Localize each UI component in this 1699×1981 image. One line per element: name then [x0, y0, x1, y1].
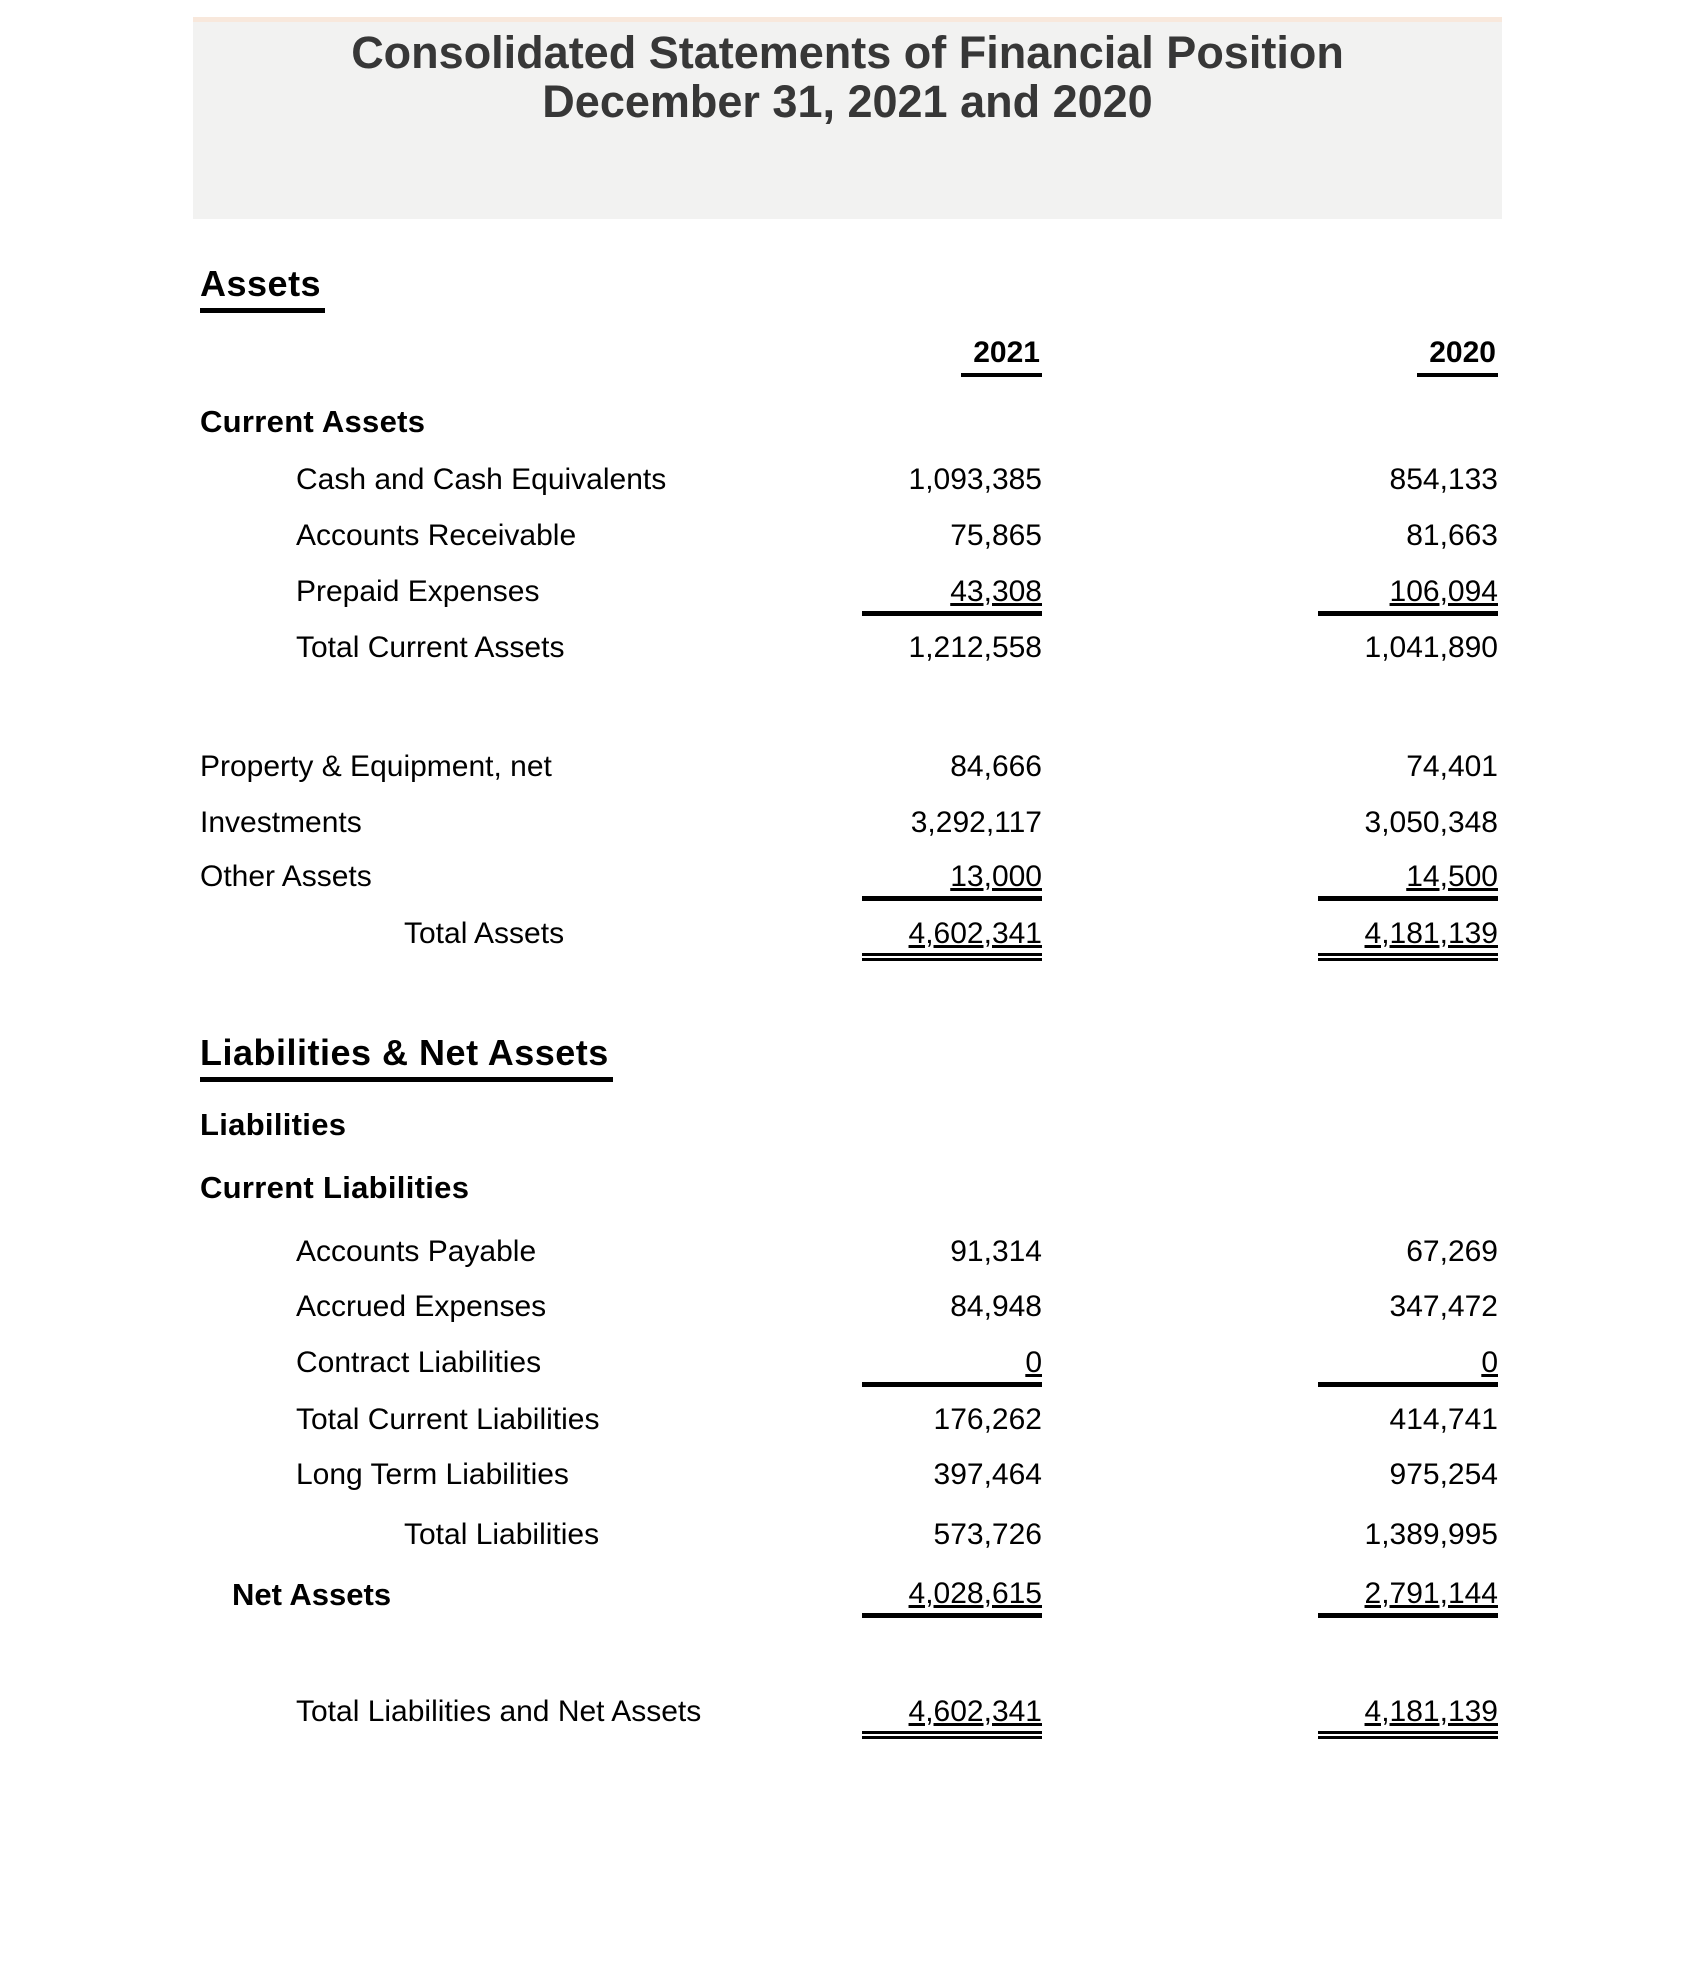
value-2021: 4,028,615	[862, 1577, 1042, 1618]
liabilities-section-heading	[200, 1032, 613, 1082]
value-2021: 75,865	[950, 519, 1042, 552]
table-row-net-assets	[0, 1577, 1699, 1617]
liabilities-subheading: Liabilities	[200, 1107, 347, 1142]
value-2020: 0	[1318, 1346, 1498, 1387]
table-row-accounts-receivable	[0, 519, 1699, 559]
table-row-total-liabilities-net-assets	[0, 1695, 1699, 1735]
value-2020: 74,401	[1406, 750, 1498, 783]
row-label: Total Liabilities and Net Assets	[296, 1695, 702, 1728]
row-label: Investments	[200, 806, 362, 839]
value-2020: 1,041,890	[1364, 631, 1498, 664]
row-label: Total Current Liabilities	[296, 1403, 600, 1436]
title-banner	[193, 22, 1502, 219]
value-2021: 84,666	[950, 750, 1042, 783]
table-row-contract-liabilities	[0, 1346, 1699, 1386]
table-row-long-term-liabilities	[0, 1458, 1699, 1498]
value-2021: 4,602,341	[862, 917, 1042, 961]
value-2020: 3,050,348	[1364, 806, 1498, 839]
current-liabilities-heading: Current Liabilities	[200, 1170, 470, 1205]
row-label: Cash and Cash Equivalents	[296, 463, 667, 496]
value-2021: 397,464	[933, 1458, 1042, 1491]
value-2021: 176,262	[933, 1403, 1042, 1436]
value-2021: 573,726	[933, 1518, 1042, 1551]
row-label: Other Assets	[200, 860, 372, 893]
row-label: Accounts Receivable	[296, 519, 577, 552]
value-2020: 4,181,139	[1318, 1695, 1498, 1739]
document-title-line1: Consolidated Statements of Financial Position	[351, 27, 1344, 78]
document-title	[193, 22, 1502, 126]
row-label: Property & Equipment, net	[200, 750, 552, 783]
row-label: Net Assets	[232, 1577, 392, 1612]
row-label: Contract Liabilities	[296, 1346, 542, 1379]
row-label: Total Liabilities	[404, 1518, 600, 1551]
value-2020: 4,181,139	[1318, 917, 1498, 961]
row-label: Accounts Payable	[296, 1235, 537, 1268]
value-2021: 84,948	[950, 1290, 1042, 1323]
row-label: Long Term Liabilities	[296, 1458, 569, 1491]
table-row-accrued-expenses	[0, 1290, 1699, 1330]
row-label: Total Assets	[404, 917, 565, 950]
table-row-property-equipment	[0, 750, 1699, 790]
table-row-total-current-assets	[0, 631, 1699, 671]
value-2020: 854,133	[1389, 463, 1498, 496]
liabilities-heading-text: Liabilities & Net Assets	[200, 1032, 613, 1082]
value-2021: 1,212,558	[908, 631, 1042, 664]
value-2020: 414,741	[1389, 1403, 1498, 1436]
table-row-total-liabilities	[0, 1518, 1699, 1558]
value-2021: 91,314	[950, 1235, 1042, 1268]
value-2020: 1,389,995	[1364, 1518, 1498, 1551]
value-2020: 347,472	[1389, 1290, 1498, 1323]
assets-heading-text: Assets	[200, 263, 325, 313]
column-header-2021-text: 2021	[961, 336, 1042, 377]
table-row-total-assets	[0, 917, 1699, 957]
table-row-other-assets	[0, 860, 1699, 900]
table-row-total-current-liabilities	[0, 1403, 1699, 1443]
table-row-cash	[0, 463, 1699, 503]
row-label: Accrued Expenses	[296, 1290, 547, 1323]
value-2021: 43,308	[862, 575, 1042, 616]
value-2021: 4,602,341	[862, 1695, 1042, 1739]
value-2020: 81,663	[1406, 519, 1498, 552]
table-row-investments	[0, 806, 1699, 846]
row-label: Prepaid Expenses	[296, 575, 540, 608]
value-2020: 67,269	[1406, 1235, 1498, 1268]
value-2020: 975,254	[1389, 1458, 1498, 1491]
value-2021: 0	[862, 1346, 1042, 1387]
column-header-2020-text: 2020	[1417, 336, 1498, 377]
column-header-2020	[1318, 336, 1498, 377]
value-2020: 2,791,144	[1318, 1577, 1498, 1618]
row-label: Total Current Assets	[296, 631, 565, 664]
value-2021: 1,093,385	[908, 463, 1042, 496]
value-2021: 13,000	[862, 860, 1042, 901]
assets-section-heading	[200, 263, 325, 313]
table-row-accounts-payable	[0, 1235, 1699, 1275]
value-2020: 14,500	[1318, 860, 1498, 901]
column-header-2021	[862, 336, 1042, 377]
current-assets-heading: Current Assets	[200, 404, 426, 439]
value-2020: 106,094	[1318, 575, 1498, 616]
table-row-prepaid-expenses	[0, 575, 1699, 615]
value-2021: 3,292,117	[910, 806, 1042, 839]
document-title-line2: December 31, 2021 and 2020	[542, 76, 1153, 127]
